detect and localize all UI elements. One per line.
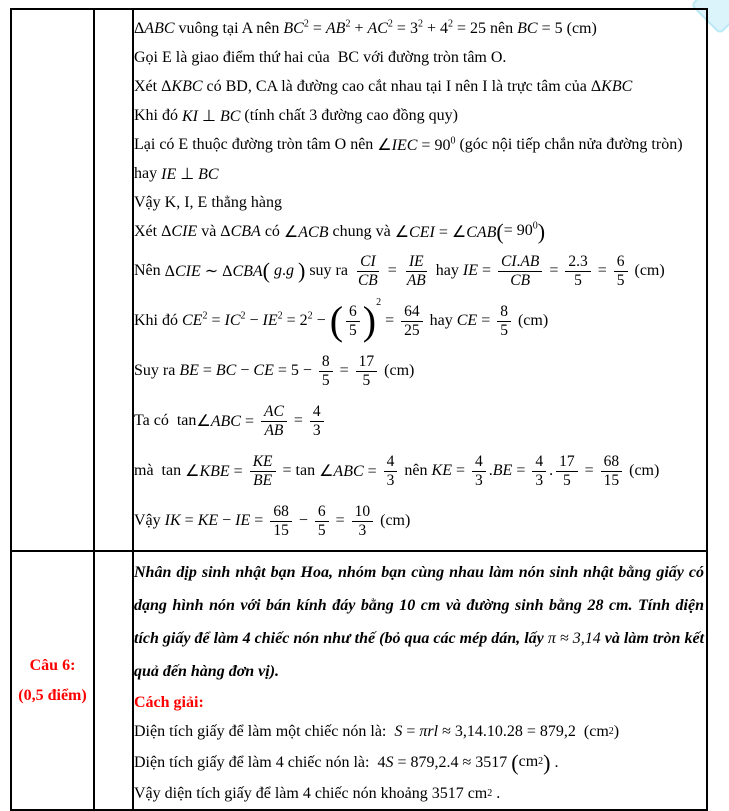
solution-line: Khi đó $CE^2 = IC^2 - IE^2 = 2^2$ − ( $\frac{6}{5}$ ) 2 = $\frac{64}{25}$ hay CE = $\frac{8}{5}$ (cm) (134, 297, 549, 343)
fraction: $\frac{68}{15}$ (601, 453, 623, 489)
question6-label-cell (11, 551, 94, 810)
solution-steps (134, 716, 706, 809)
solution-step: Diện tích giấy để làm 4 chiếc nón là: 4S = 879,2.4 ≈ 3517 ( cm 2 ) . (134, 749, 559, 775)
fraction: $\frac{KE}{BE}$ (250, 453, 276, 489)
solution-line: Vậy K, I, E thẳng hàng (134, 193, 282, 211)
fraction: $\frac{4}{3}$ (310, 403, 324, 439)
fraction: $\frac{6}{5}$ (614, 253, 628, 289)
fraction: $\frac{2.3}{5}$ (565, 253, 590, 289)
fraction: $\frac{4}{3}$ (532, 453, 546, 489)
fraction: $\frac{IE}{AB}$ (406, 253, 426, 289)
fraction: $\frac{CI}{CB}$ (357, 253, 378, 289)
solution-line: Xét ΔCIE và ΔCBA có ∠ACB chung và ∠CEI = ∠CAB ( = $90^0$ ) (134, 218, 546, 244)
solution-line: Vậy IK = KE − IE = $\frac{68}{15}$ − $\frac{6}{5}$ = $\frac{10}{3}$ (cm) (134, 503, 411, 539)
question6-row (11, 551, 707, 810)
solution-step: Vậy diện tích giấy để làm 4 chiếc nón khoảng 3517 cm 2 . (134, 784, 501, 802)
geometry-solution-lines (134, 14, 706, 546)
question6-mid-cell (94, 551, 133, 810)
fraction: $\frac{CI.AB}{CB}$ (498, 253, 542, 289)
solution-heading: Cách giải: (134, 694, 204, 711)
fraction: $\frac{8}{5}$ (319, 353, 333, 389)
solution-line: mà tan ∠KBE = $\frac{KE}{BE}$ = tan ∠ABC = $\frac{4}{3}$ nên KE = $\frac{4}{3}$ .BE = $\frac{4}{3}$ . $\frac{17}{5}$ = $\frac{68}{15}$ (cm) (134, 453, 660, 489)
fraction: $\frac{4}{3}$ (472, 453, 486, 489)
fraction: $\frac{4}{3}$ (384, 453, 398, 489)
problem-statement: Nhân dịp sinh nhật bạn Hoa, nhóm bạn cùng nhau làm nón sinh nhật bằng giấy có dạng hình nón với bán kính đáy bằng 10 cm và đường sinh bằng 28 cm. Tính diện tích giấy để làm 4 chiếc nón như thế (bỏ qua các mép dán, lấy π ≈ 3,14 và làm tròn kết quả đến hàng đơn vị). (134, 564, 705, 680)
question6-content-cell (133, 551, 707, 810)
fraction: $\frac{68}{15}$ (270, 503, 292, 539)
fraction: $\frac{8}{5}$ (497, 303, 511, 339)
geometry-row (11, 9, 707, 551)
solution-line: Suy ra BE = BC − CE = 5 − $\frac{8}{5}$ = $\frac{17}{5}$ (cm) (134, 353, 415, 389)
solution-line: Nên ΔCIE ∼ ΔCBA ( g.g ) suy ra $\frac{CI}{CB}$ = $\frac{IE}{AB}$ hay IE = $\frac{CI.AB}{CB}$ = $\frac{2.3}{5}$ = $\frac{6}{5}$ (cm) (134, 253, 665, 289)
fraction: $\frac{6}{5}$ (315, 503, 329, 539)
fraction: $\frac{10}{3}$ (352, 503, 374, 539)
solution-line: Khi đó KI ⊥ BC (tính chất 3 đường cao đồng quy) (134, 106, 458, 125)
fraction: $\frac{17}{5}$ (356, 353, 378, 389)
solution-line: Xét ΔKBC có BD, CA là đường cao cắt nhau tại I nên I là trực tâm của ΔKBC (134, 77, 633, 95)
solution-line: ΔABC vuông tại A nên $BC^2 = AB^2 + AC^2 = 3^2 + 4^2 = 25$ nên BC = 5 (cm) (134, 18, 597, 37)
fraction: $\frac{64}{25}$ (401, 303, 423, 339)
geometry-mid-cell (94, 9, 133, 551)
solution-table (10, 8, 708, 811)
geometry-content-cell (133, 9, 707, 551)
solution-step: Diện tích giấy để làm một chiếc nón là: S = πrl ≈ 3,14.10.28 = 879,2 (cm 2 ) (134, 722, 620, 740)
question-points: (0,5 điểm) (18, 686, 87, 704)
solution-line: Lại có E thuộc đường tròn tâm O nên ∠IEC = $90^0$ (góc nội tiếp chắn nửa đường tròn) (134, 135, 683, 154)
geometry-label-cell (11, 9, 94, 551)
solution-line: Gọi E là giao điểm thứ hai của BC với đường tròn tâm O. (134, 48, 507, 66)
fraction: $\frac{AC}{AB}$ (261, 403, 287, 439)
question-number: Câu 6: (29, 656, 76, 674)
fraction: $\frac{17}{5}$ (556, 453, 578, 489)
fraction: $\frac{6}{5}$ (346, 303, 360, 339)
solution-line: Ta có tan ∠ABC = $\frac{AC}{AB}$ = $\frac{4}{3}$ (134, 396, 706, 446)
solution-line: hay IE ⊥ BC (134, 164, 219, 183)
